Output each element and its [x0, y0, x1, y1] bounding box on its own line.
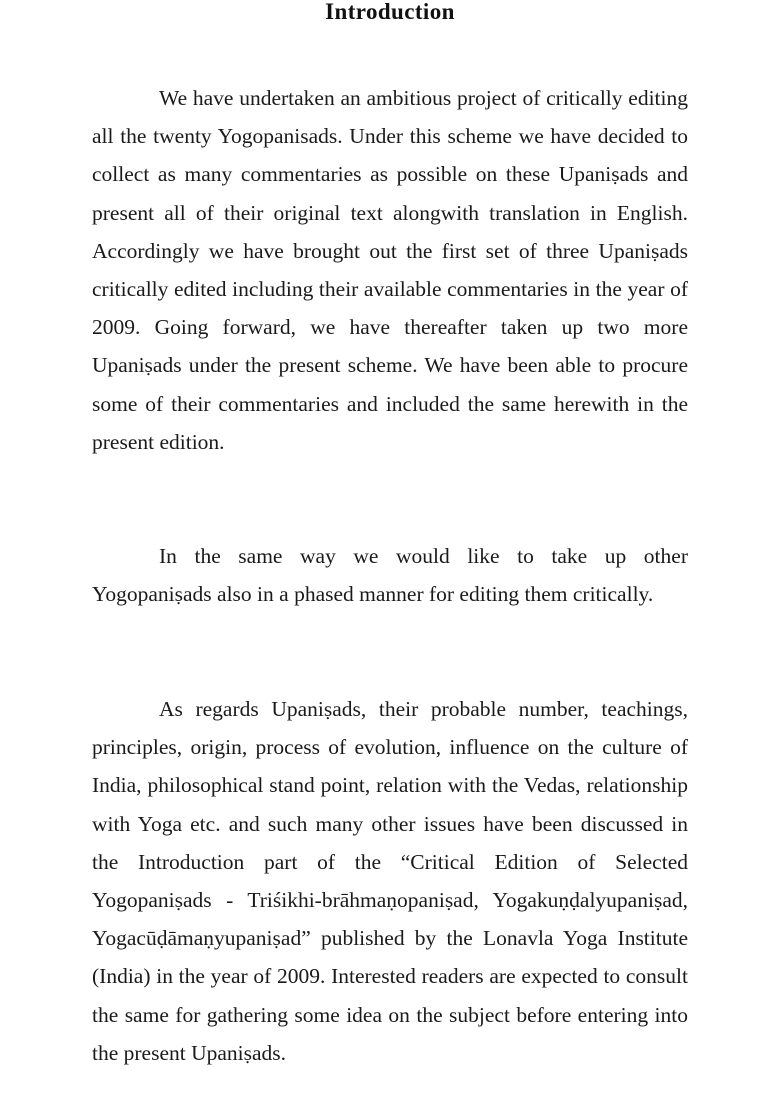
body-paragraph-2: In the same way we would like to take up other Yogopaniṣads also in a phased manner for editing them critically.	[92, 544, 688, 607]
page-title: Introduction	[325, 0, 455, 24]
body-paragraph-1-container	[92, 79, 688, 461]
body-paragraph-2-container	[92, 537, 688, 613]
body-paragraph-3-container	[92, 690, 688, 1072]
body-paragraph-3: As regards Upaniṣads, their probable number, teachings, principles, origin, process of evolution, influence on the culture of India, philosophical stand point, relation with the Vedas, relationship with Yoga etc. and such many other issues have been discussed in the Introduction part of the “Critical Edition of Selected Yogopaniṣads - Triśikhi-brāhmaṇopaniṣad, Yogakuṇḍalyupaniṣad, Yogacūḍāmaṇyupaniṣad” published by the Lonavla Yoga Institute (India) in the year of 2009. Interested readers are expected to consult the same for gathering some idea on the subject before entering into the present Upaniṣads.	[92, 697, 688, 1065]
body-paragraph-1: We have undertaken an ambitious project of critically editing all the twenty Yogopanisads. Under this scheme we have decided to collect as many commentaries as possible on these Upaniṣads and present all of their original text alongwith translation in English. Accordingly we have brought out the first set of three Upaniṣads critically edited including their available commentaries in the year of 2009. Going forward, we have thereafter taken up two more Upaniṣads under the present scheme. We have been able to procure some of their commentaries and included the same herewith in the present edition.	[92, 86, 688, 454]
